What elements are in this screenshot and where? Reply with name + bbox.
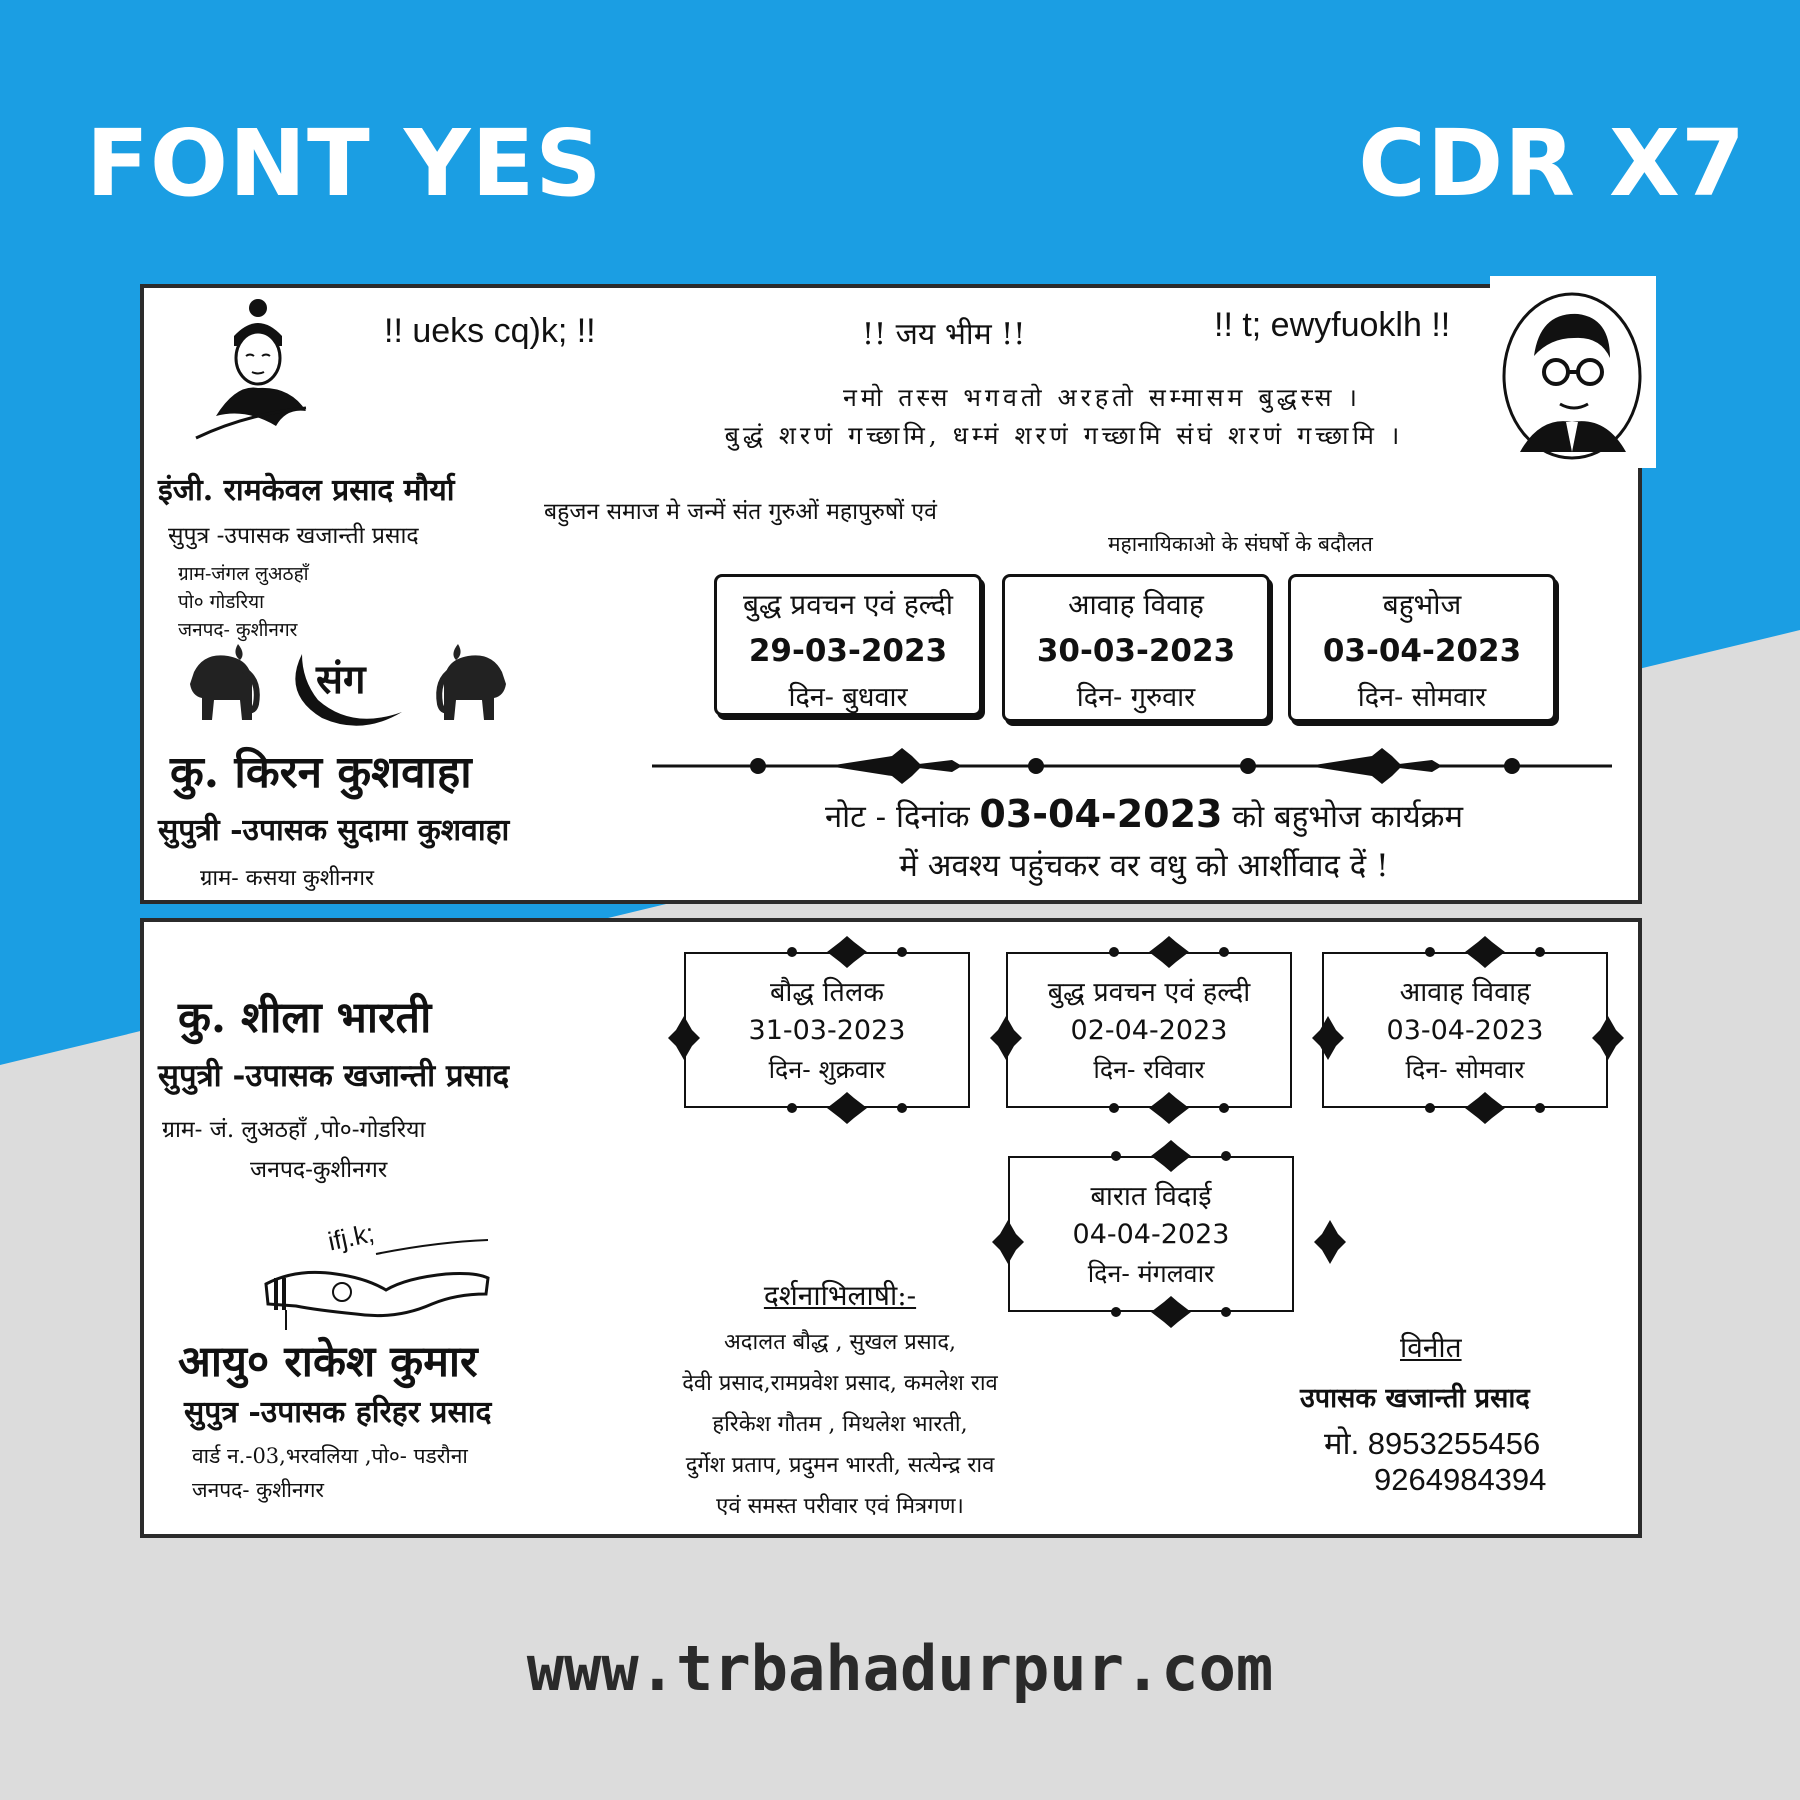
event-date: 02-04-2023 (1070, 1015, 1228, 1046)
slogan-right: !! t; ewyfuoklh !! (1214, 306, 1451, 344)
groom-parent-top: सुपुत्र -उपासक खजान्ती प्रसाद (168, 523, 419, 549)
event-day: दिन- बुधवार (788, 682, 908, 713)
event-box-haldi-top (714, 574, 982, 716)
sang-text: संग (316, 656, 366, 703)
elephant-left-icon (174, 640, 264, 724)
bride-name-bottom: कु. शीला भारती (178, 993, 432, 1043)
event-date: 31-03-2023 (748, 1015, 906, 1046)
event-day: दिन- सोमवार (1357, 682, 1487, 713)
event-date: 03-04-2023 (1386, 1015, 1544, 1046)
event-box-vivah-top (1002, 574, 1270, 722)
bride-parent-top: सुपुत्री -उपासक सुदामा कुशवाहा (158, 813, 510, 848)
event-day: दिन- शुक्रवार (768, 1055, 886, 1084)
note-suffix: को बहुभोज कार्यक्रम (1222, 799, 1464, 835)
bride-parent-bottom: सुपुत्री -उपासक खजान्ती प्रसाद (158, 1058, 510, 1094)
note-prefix: नोट - दिनांक (824, 799, 980, 835)
groom-address-3: जनपद- कुशीनगर (178, 619, 298, 641)
groom-address-1: वार्ड न.-03,भरवलिया ,पो०- पडरौना (192, 1444, 468, 1468)
event-title: बौद्ध तिलक (770, 977, 884, 1008)
bride-address-1: ग्राम- जं. लुअठहाँ ,पो०-गोडरिया (162, 1117, 426, 1143)
note-date: 03-04-2023 (979, 792, 1223, 836)
groom-name-top: इंजी. रामकेवल प्रसाद मौर्या (158, 473, 455, 508)
event-box-bahubhoj (1288, 574, 1556, 722)
event-day: दिन- गुरुवार (1076, 682, 1196, 713)
event-title: बहुभोज (1382, 588, 1462, 621)
font-yes-label: FONT YES (86, 110, 603, 217)
joined-hands-icon (256, 1234, 496, 1334)
bride-name-top: कु. किरन कुशवाहा (170, 747, 472, 798)
parinay-text: ifj.k; (325, 1217, 377, 1257)
mantra-line-1: नमो तस्स भगवतो अरहतो सम्मासम बुद्धस्स । (843, 383, 1361, 412)
groom-address-2: जनपद- कुशीनगर (192, 1478, 325, 1502)
note-line-1 (724, 792, 1564, 837)
sang-emblem (282, 644, 412, 730)
event-title: बुद्ध प्रवचन एवं हल्दी (743, 588, 953, 621)
bride-address-top: ग्राम- कसया कुशीनगर (200, 866, 375, 891)
event-date: 04-04-2023 (1072, 1219, 1230, 1250)
darshan-title: दर्शनाभिलाषी:- (763, 1279, 917, 1312)
invitation-card-top (140, 284, 1642, 904)
note-line-2: में अवश्य पहुंचकर वर वधु को आर्शीवाद दें ! (899, 848, 1389, 884)
event-date: 30-03-2023 (1036, 633, 1236, 669)
invitation-card-bottom (140, 918, 1642, 1538)
event-day: दिन- रविवार (1093, 1055, 1205, 1084)
groom-address-1: ग्राम-जंगल लुअठहाँ (178, 563, 309, 585)
slogan-jai-bhim: !! जय भीम !! (862, 317, 1026, 352)
website-link[interactable]: www.trbahadurpur.com (526, 1632, 1274, 1705)
event-day: दिन- मंगलवार (1087, 1259, 1215, 1288)
groom-name-bottom: आयु० राकेश कुमार (178, 1337, 478, 1387)
darshan-line: देवी प्रसाद,रामप्रवेश प्रसाद, कमलेश राव (682, 1371, 998, 1396)
event-day: दिन- सोमवार (1405, 1055, 1525, 1084)
divider-ornament (652, 746, 1612, 786)
darshan-list (620, 1322, 1060, 1527)
vinit-label: विनीत (1400, 1331, 1462, 1364)
mantra-line-2: बुद्धं शरणं गच्छामि, धम्मं शरणं गच्छामि संघं शरणं गच्छामि । (724, 421, 1404, 450)
intro-line-1: बहुजन समाज मे जन्में संत गुरुओं महापुरुषों एवं (544, 499, 937, 525)
event-date: 03-04-2023 (1322, 633, 1522, 669)
intro-line-2: महानायिकाओ के संघर्षो के बदौलत (1108, 532, 1373, 556)
darshan-line: दुर्गेश प्रताप, प्रदुमन भारती, सत्येन्द्र राव (685, 1453, 995, 1478)
event-title: आवाह विवाह (1068, 588, 1204, 621)
groom-address-2: पो० गोडरिया (178, 591, 265, 613)
phone-2: 9264984394 (1374, 1462, 1547, 1497)
sender-name: उपासक खजान्ती प्रसाद (1300, 1383, 1530, 1414)
buddha-icon (186, 296, 336, 446)
phone-1: मो. 8953255456 (1324, 1426, 1541, 1461)
slogan-left: !! ueks cq)k; !! (384, 312, 596, 350)
cdr-x7-label: CDR X7 (1358, 110, 1746, 217)
darshan-line: एवं समस्त परीवार एवं मित्रगण। (716, 1494, 964, 1519)
darshan-line: अदालत बौद्ध , सुखल प्रसाद, (724, 1330, 956, 1355)
event-title: बुद्ध प्रवचन एवं हल्दी (1047, 977, 1251, 1008)
event-title: बारात विदाई (1090, 1181, 1212, 1212)
bride-address-2: जनपद-कुशीनगर (250, 1157, 388, 1183)
event-date: 29-03-2023 (748, 633, 948, 669)
event-title: आवाह विवाह (1399, 977, 1531, 1008)
darshan-line: हरिकेश गौतम , मिथलेश भारती, (712, 1412, 968, 1437)
elephant-right-icon (432, 640, 522, 724)
groom-parent-bottom: सुपुत्र -उपासक हरिहर प्रसाद (184, 1395, 492, 1430)
